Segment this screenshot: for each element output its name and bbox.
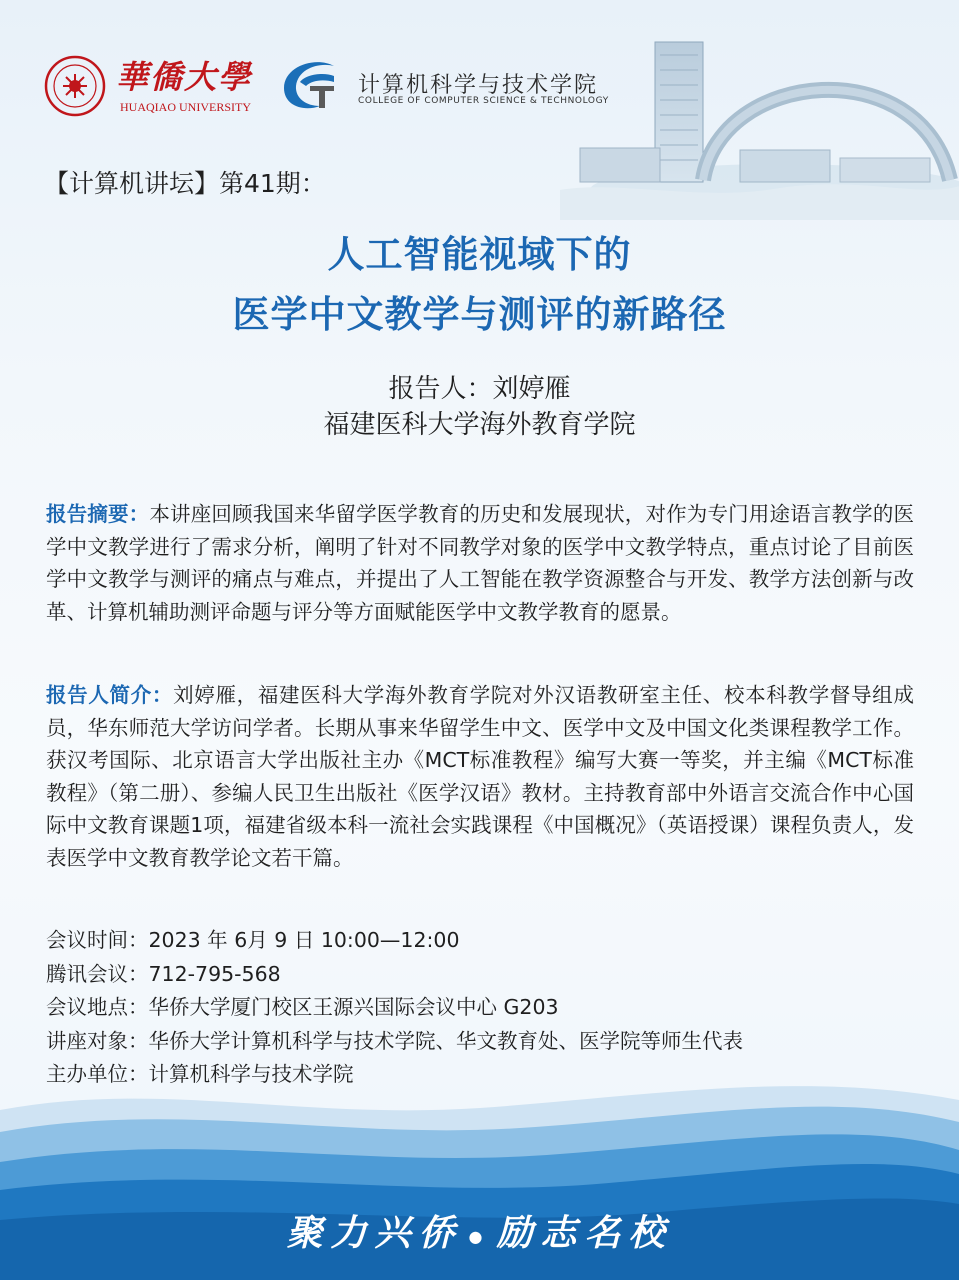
info-row-time <box>46 924 906 958</box>
info-value: 2023 年 6月 9 日 10:00—12:00 <box>148 928 460 952</box>
info-row-location <box>46 991 906 1025</box>
info-label: 会议地点： <box>46 995 149 1019</box>
info-label: 腾讯会议： <box>46 961 149 986</box>
speaker-name: 报告人：刘婷雁 <box>388 374 571 404</box>
university-slogan <box>0 1205 959 1256</box>
info-row-tencent-meeting <box>46 958 906 992</box>
slogan-separator-dot: ● <box>468 1226 491 1246</box>
info-value: 712-795-568 <box>148 961 281 986</box>
college-name: 计算机科学与技术学院 <box>358 73 599 98</box>
lecture-title-line-2: 医学中文教学与测评的新路径 <box>232 293 727 336</box>
slogan-right: 励志名校 <box>496 1212 673 1254</box>
speaker-institution: 福建医科大学海外教育学院 <box>323 410 636 440</box>
lecture-title-line-1: 人工智能视域下的 <box>327 233 632 276</box>
speaker-bio-section <box>46 679 914 875</box>
bio-text: 刘婷雁，福建医科大学海外教育学院对外汉语教研室主任、校本科教学督导组成员，华东师范大学访问学者。长期从事来华留学生中文、医学中文及中国文化类课程教学工作。获汉考国际、北京语言大学出版社主办《MCT标准教程》编写大赛一等奖，并主编《MCT标准教程》（第二册）、参编人民卫生出版社《医学汉语》教材。主持教育部中外语言交流合作中心国际中文教育课题1项，福建省级本科一流社会实践课程《中国概况》（英语授课）课程负责人，发表医学中文教育教学论文若干篇。 <box>46 683 914 870</box>
abstract-label: 报告摘要： <box>46 502 150 526</box>
university-english-name: HUAQIAO UNIVERSITY <box>120 100 251 114</box>
campus-building-illustration <box>560 30 959 220</box>
huaqiao-university-seal-icon <box>44 55 106 117</box>
info-label: 会议时间： <box>46 928 149 952</box>
info-row-audience <box>46 1025 906 1059</box>
info-label: 讲座对象： <box>46 1028 149 1053</box>
info-label: 主办单位： <box>46 1062 149 1086</box>
slogan-left: 聚力兴侨 <box>286 1212 463 1254</box>
college-logo-icon <box>276 52 342 114</box>
lecture-series-label: 【计算机讲坛】第41期： <box>44 169 326 198</box>
college-english-name: COLLEGE OF COMPUTER SCIENCE & TECHNOLOGY <box>358 96 609 106</box>
meeting-info <box>46 924 906 1092</box>
abstract-section <box>46 498 914 628</box>
university-name: 華僑大學 <box>116 58 253 96</box>
abstract-text: 本讲座回顾我国来华留学医学教育的历史和发展现状，对作为专门用途语言教学的医学中文教学进行了需求分析，阐明了针对不同教学对象的医学中文教学特点，重点讨论了目前医学中文教学与测评的痛点与难点，并提出了人工智能在教学资源整合与开发、教学方法创新与改革、计算机辅助测评命题与评分等方面赋能医学中文教学教育的愿景。 <box>46 502 915 624</box>
bio-label: 报告人简介： <box>46 683 174 707</box>
info-value: 计算机科学与技术学院 <box>148 1062 354 1086</box>
info-value: 华侨大学厦门校区王源兴国际会议中心 G203 <box>148 995 559 1019</box>
info-value: 华侨大学计算机科学与技术学院、华文教育处、医学院等师生代表 <box>148 1028 743 1053</box>
